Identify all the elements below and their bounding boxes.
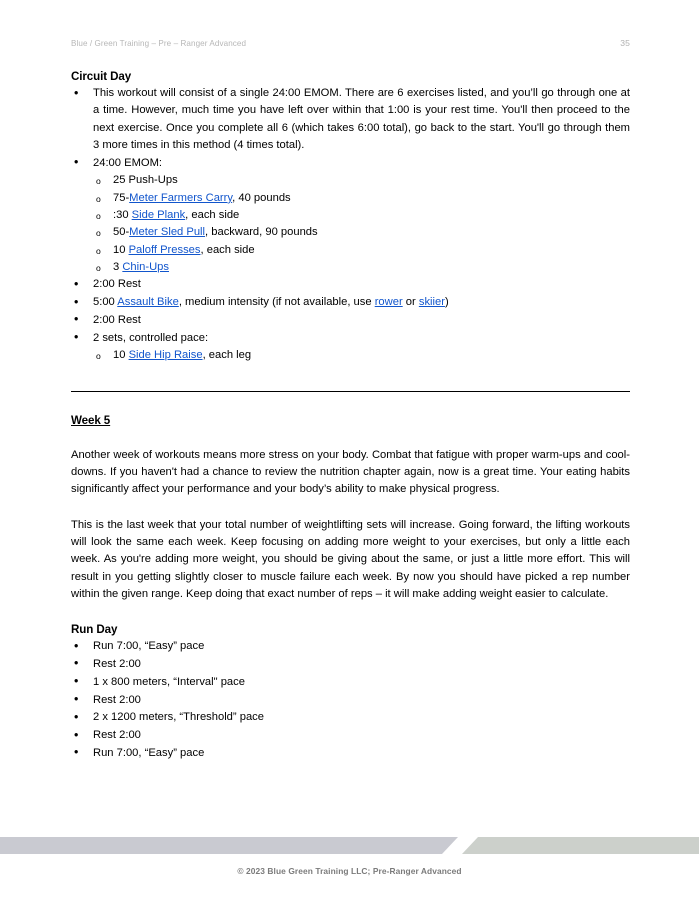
exercise-prefix: 10 [113, 349, 129, 362]
list-item [71, 638, 630, 655]
list-item [71, 312, 630, 329]
circuit-day-list [71, 85, 630, 172]
spacer [71, 392, 630, 414]
run-day-heading: Run Day [71, 623, 118, 637]
week-5-heading: Week 5 [71, 413, 111, 427]
exercise-prefix: 75- [113, 191, 130, 204]
footer-bar-right-segment [462, 837, 699, 854]
run-item-text: 2 x 1200 meters, “Threshold” pace [93, 711, 265, 724]
run-day-list [71, 638, 630, 762]
rower-link[interactable]: rower [374, 296, 403, 309]
list-item [71, 692, 630, 709]
list-item [71, 259, 630, 276]
emom-label: 24:00 EMOM: [93, 156, 163, 169]
bike-prefix: 5:00 [93, 296, 118, 309]
page-number: 35 [620, 38, 630, 48]
exercise-link[interactable]: Side Hip Raise [128, 349, 203, 362]
sets-label: 2 sets, controlled pace: [93, 331, 209, 344]
footer-copyright: © 2023 Blue Green Training LLC; Pre-Ranger Advanced [237, 866, 462, 876]
exercise-link[interactable]: Side Plank [131, 209, 186, 222]
list-item [71, 745, 630, 762]
footer-bar-left-segment [0, 837, 458, 854]
list-item [71, 727, 630, 744]
exercise-suffix: , each side [185, 209, 240, 222]
list-item [71, 190, 630, 207]
list-item [71, 674, 630, 691]
circuit-intro-text: This workout will consist of a single 24:00 EMOM. There are 6 exercises listed, and you’ll go through one at a time. However, much time you have left over within that 1:00 is your rest time. You'll then proceed to the next exercise. Once you complete all 6 (which takes 6:00 total), go back to the start. You'll go through them 3 more times in this method (4 times total). [93, 87, 630, 151]
circuit-day-heading: Circuit Day [71, 70, 132, 83]
skiier-link[interactable]: skiier [418, 296, 445, 309]
exercise-prefix: 50- [113, 226, 130, 239]
running-header [71, 38, 630, 48]
list-item [71, 709, 630, 726]
rest-2-text: 2:00 Rest [93, 313, 141, 326]
spacer [71, 427, 630, 447]
list-item [71, 207, 630, 224]
exercise-link[interactable]: Paloff Presses [128, 243, 201, 256]
run-item-text: Rest 2:00 [93, 693, 141, 706]
list-item [71, 276, 630, 293]
running-title: Blue / Green Training – Pre – Ranger Advanced [71, 39, 247, 48]
exercise-suffix: , backward, 90 pounds [205, 226, 318, 239]
emom-exercise-list [71, 172, 630, 276]
assault-bike-link[interactable]: Assault Bike [117, 296, 179, 309]
week-5-paragraph-2: This is the last week that your total number of weightlifting sets will increase. Going forward, the lifting workouts will look the same each week. Keep focusing on adding more weight to your exercises, but only a little each week. As you're adding more weight, you should be giving about the same, or just a little more effort. This will result in you getting slightly closer to muscle failure each week. By now you should have picked a rep number within the given range. Keep doing that exact number of reps – it will make adding weight easier to calculate. [71, 518, 630, 600]
exercise-prefix: 3 [113, 260, 123, 273]
exercise-link[interactable]: Chin-Ups [122, 260, 169, 273]
list-item [71, 224, 630, 241]
exercise-text: 25 Push-Ups [113, 174, 178, 187]
footer-decorative-bar [0, 837, 699, 854]
spacer [71, 365, 630, 391]
week-5-paragraph-1: Another week of workouts means more stress on your body. Combat that fatigue with proper warm-ups and cool-downs. If you haven't had a chance to review the nutrition chapter again, now is a great time. Your eating habits significantly affect your performance and your body’s ability to make physical progress. [71, 448, 630, 496]
list-item [71, 155, 630, 172]
exercise-suffix: , 40 pounds [232, 191, 291, 204]
run-item-text: Rest 2:00 [93, 729, 141, 742]
list-item [71, 347, 630, 364]
exercise-suffix: , each leg [202, 349, 252, 362]
exercise-link[interactable]: Meter Farmers Carry [129, 191, 233, 204]
rest-1-text: 2:00 Rest [93, 278, 141, 291]
spacer [71, 499, 630, 517]
list-item [71, 294, 630, 311]
controlled-pace-list [71, 347, 630, 364]
spacer [71, 603, 630, 623]
exercise-prefix: 10 [113, 243, 129, 256]
run-item-text: Rest 2:00 [93, 657, 141, 670]
document-body [71, 70, 630, 763]
list-item [71, 656, 630, 673]
run-item-text: Run 7:00, “Easy” pace [93, 746, 205, 759]
circuit-day-finisher-list [71, 276, 630, 347]
list-item [71, 242, 630, 259]
run-item-text: 1 x 800 meters, “Interval" pace [93, 675, 245, 688]
exercise-link[interactable]: Meter Sled Pull [129, 226, 206, 239]
bike-suffix: ) [444, 296, 449, 309]
list-item [71, 172, 630, 189]
exercise-suffix: , each side [200, 243, 255, 256]
list-item [71, 330, 630, 347]
bike-mid: , medium intensity (if not available, use [178, 296, 375, 309]
exercise-prefix: :30 [113, 209, 132, 222]
list-item [71, 85, 630, 154]
bike-mid2: or [402, 296, 419, 309]
run-item-text: Run 7:00, “Easy” pace [93, 640, 205, 653]
